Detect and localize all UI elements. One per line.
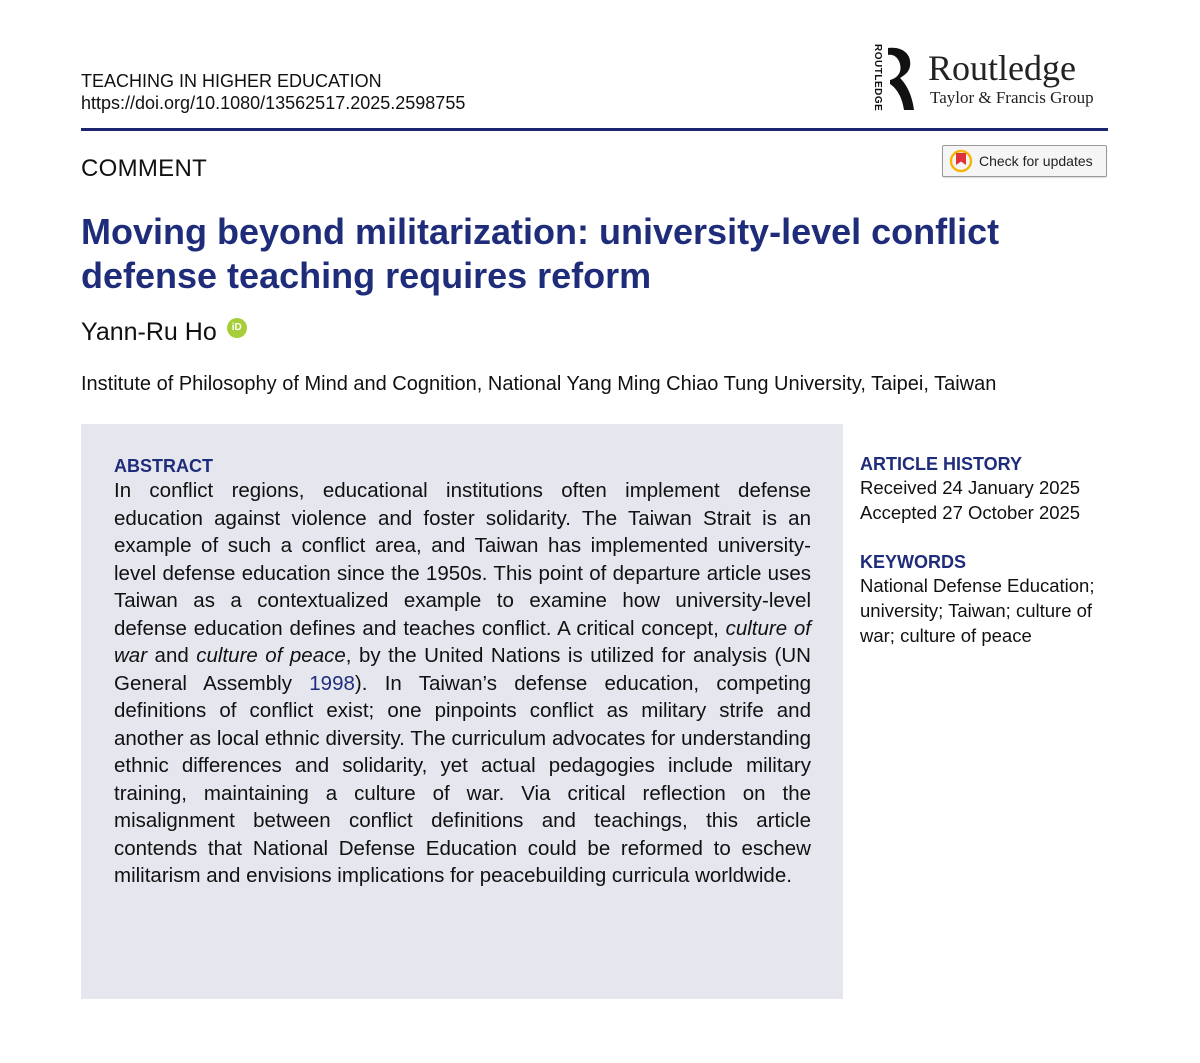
abstract-part-3: ). In Taiwan’s defense education, competing definitions of conflict exist; one pinpoints conflict as military strife and another as local ethnic diversity. The curriculum advocates for understanding ethnic differences and solidarity, yet actual pedagogies include military training, maintaining a culture of war. Via critical reflection on the misalignment between conflict definitions and teachings, this article contends that National Defense Education could be reformed to eschew militarism and envisions implications for peacebuilding curricula worldwide. [114,671,811,887]
citation-link[interactable]: 1998 [309,671,355,695]
abstract-heading: ABSTRACT [114,456,213,476]
author-name[interactable]: Yann-Ru Ho [81,318,217,346]
article-history-heading: ARTICLE HISTORY [860,454,1023,474]
publisher-vertical-text: ROUTLEDGE [872,44,883,112]
article-title: Moving beyond militarization: university-level conflict defense teaching requires reform [81,211,1000,296]
abstract-box [81,424,843,999]
publisher-group: Taylor & Francis Group [930,88,1094,107]
journal-header [81,70,465,114]
accepted-date: Accepted 27 October 2025 [860,502,1081,523]
orcid-icon[interactable]: iD [227,318,247,338]
received-date: Received 24 January 2025 [860,477,1081,498]
header-divider [81,128,1108,131]
check-updates-label: Check for updates [979,153,1093,169]
abstract-part-2: , by the United Nations is utilized for analysis (UN General Assembly [114,644,811,695]
article-sidebar [860,453,1110,648]
publisher-name: Routledge [928,48,1076,88]
check-updates-icon [949,149,973,173]
keywords-heading: KEYWORDS [860,552,967,572]
abstract-emphasis-peace: culture of peace [196,644,346,667]
routledge-head-icon [884,46,916,112]
check-for-updates-button[interactable] [942,145,1107,177]
journal-name: TEACHING IN HIGHER EDUCATION [81,71,382,91]
abstract-text [114,477,811,890]
article-type: COMMENT [81,155,208,182]
abstract-part-1: In conflict regions, educational institutions often implement defense education against violence and foster solidarity. The Taiwan Strait is an example of such a conflict area, and Taiwan has implemented university-level defense education since the 1950s. This point of departure article uses Taiwan as a contextualized example to examine how university-level defense education defines and teaches conflict. A critical concept, [114,479,811,640]
keywords-text: National Defense Education; university; Taiwan; culture of war; culture of peace [860,575,1095,646]
affiliation: Institute of Philosophy of Mind and Cognition, National Yang Ming Chiao Tung University, Taipei, Taiwan [81,373,997,395]
doi-link[interactable]: https://doi.org/10.1080/13562517.2025.2598755 [81,93,466,113]
publisher-logo [870,44,1110,116]
abstract-and: and [147,644,197,667]
abstract-emphasis-war: culture of war [114,616,811,667]
author-line [81,316,247,348]
